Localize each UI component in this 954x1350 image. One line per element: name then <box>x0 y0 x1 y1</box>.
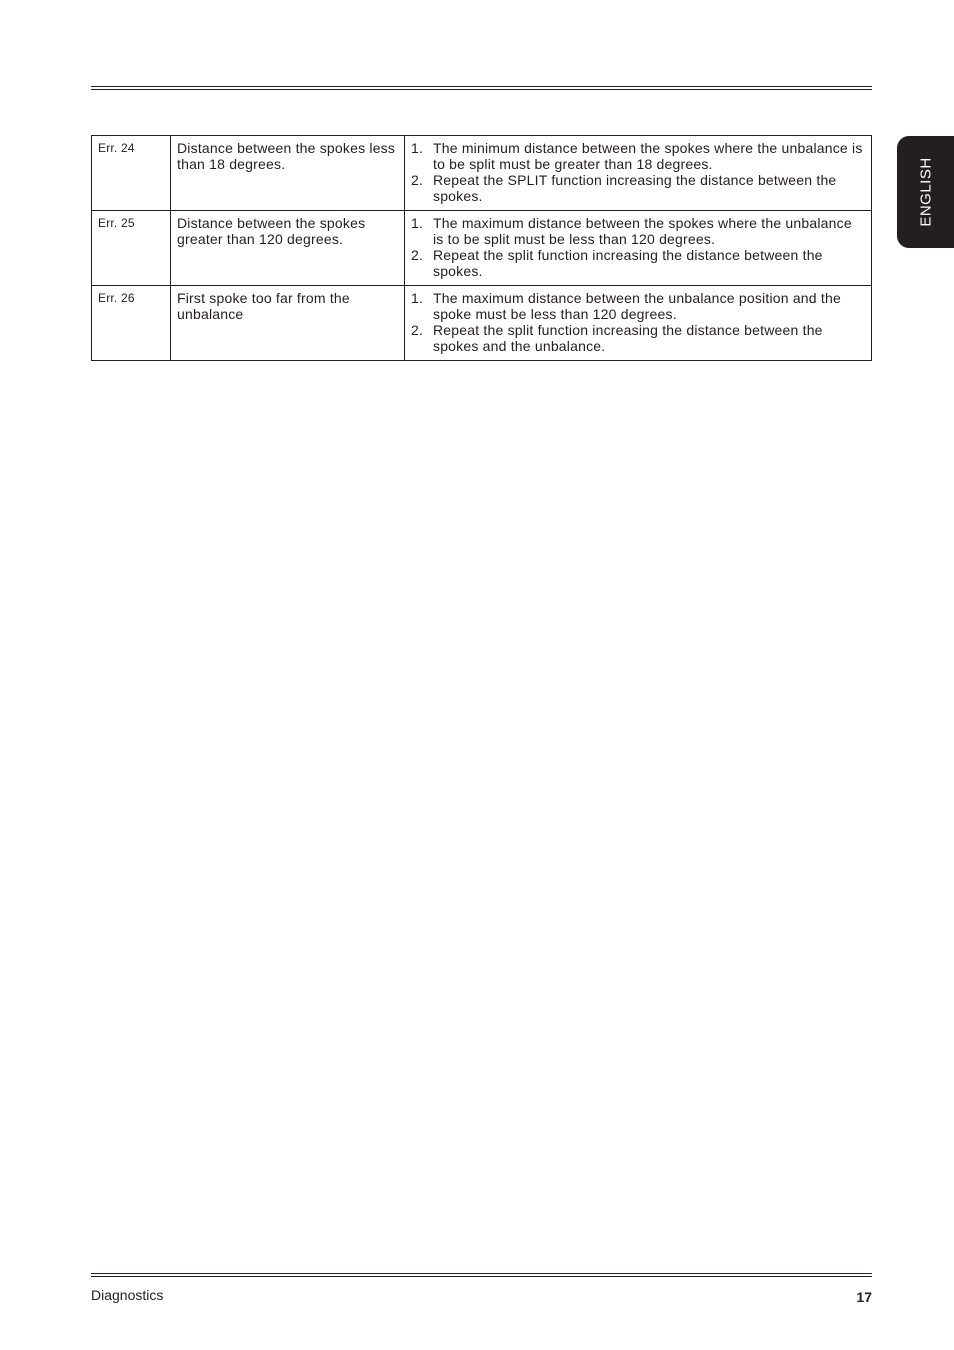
table-row <box>92 211 872 286</box>
error-code: Err. 24 <box>92 136 171 211</box>
list-item <box>411 322 865 354</box>
step-text: Repeat the split function increasing the distance between the spokes and the unbalance. <box>433 322 823 354</box>
step-number: 2. <box>411 247 424 263</box>
language-tab-label: ENGLISH <box>917 157 934 227</box>
error-description: Distance between the spokes greater than 120 degrees. <box>171 211 405 286</box>
language-tab <box>897 136 954 248</box>
step-text: The maximum distance between the unbalance position and the spoke must be less than 120 degrees. <box>433 290 841 322</box>
step-text: Repeat the split function increasing the distance between the spokes. <box>433 247 823 279</box>
step-text: The minimum distance between the spokes where the unbalance is to be split must be greater than 18 degrees. <box>433 140 863 172</box>
list-item <box>411 290 865 322</box>
header-rule-top <box>91 86 872 87</box>
footer-rule-bottom <box>91 1276 872 1277</box>
list-item <box>411 140 865 172</box>
step-number: 1. <box>411 290 424 306</box>
error-code: Err. 25 <box>92 211 171 286</box>
error-code: Err. 26 <box>92 286 171 361</box>
footer-section-title: Diagnostics <box>91 1287 164 1303</box>
table-row <box>92 286 872 361</box>
step-number: 1. <box>411 140 424 156</box>
error-remedy <box>405 136 872 211</box>
page-number: 17 <box>856 1289 872 1305</box>
error-description: First spoke too far from the unbalance <box>171 286 405 361</box>
footer-rule-top <box>91 1273 872 1274</box>
error-remedy <box>405 286 872 361</box>
list-item <box>411 215 865 247</box>
error-table <box>91 135 872 361</box>
step-text: Repeat the SPLIT function increasing the distance between the spokes. <box>433 172 837 204</box>
table-row <box>92 136 872 211</box>
step-number: 1. <box>411 215 424 231</box>
step-text: The maximum distance between the spokes where the unbalance is to be split must be less than 120 degrees. <box>433 215 852 247</box>
error-description: Distance between the spokes less than 18 degrees. <box>171 136 405 211</box>
error-remedy <box>405 211 872 286</box>
list-item <box>411 172 865 204</box>
list-item <box>411 247 865 279</box>
step-number: 2. <box>411 322 424 338</box>
header-rule-bottom <box>91 89 872 90</box>
step-number: 2. <box>411 172 424 188</box>
